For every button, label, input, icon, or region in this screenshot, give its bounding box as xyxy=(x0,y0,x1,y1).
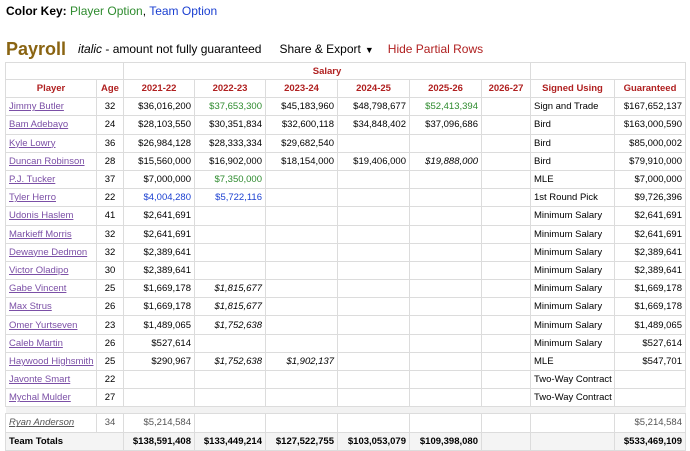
salary-cell xyxy=(482,134,531,152)
guaranteed-cell: $1,669,178 xyxy=(615,298,686,316)
player-name-cell xyxy=(6,352,97,370)
salary-cell xyxy=(195,334,266,352)
salary-cell xyxy=(338,261,410,279)
salary-cell xyxy=(195,243,266,261)
guaranteed-cell: $163,000,590 xyxy=(615,116,686,134)
column-header[interactable]: 2022-23 xyxy=(195,80,266,98)
table-row xyxy=(6,189,686,207)
signed-using-cell: Minimum Salary xyxy=(531,261,615,279)
salary-cell xyxy=(338,334,410,352)
salary-cell xyxy=(338,371,410,389)
table-row xyxy=(6,298,686,316)
salary-cell xyxy=(338,134,410,152)
player-link[interactable]: Haywood Highsmith xyxy=(9,355,94,367)
salary-cell xyxy=(482,298,531,316)
salary-cell: $37,653,300 xyxy=(195,98,266,116)
total-salary-cell xyxy=(482,432,531,450)
color-key: Color Key: Player Option, Team Option xyxy=(6,4,218,18)
table-row xyxy=(6,371,686,389)
salary-cell xyxy=(410,352,482,370)
player-link[interactable]: Udonis Haslem xyxy=(9,210,74,222)
column-header[interactable]: 2026-27 xyxy=(482,80,531,98)
signed-using-cell: Bird xyxy=(531,134,615,152)
age-cell: 24 xyxy=(97,116,124,134)
salary-cell xyxy=(410,134,482,152)
salary-group-row xyxy=(6,63,686,80)
player-name-cell xyxy=(6,389,97,407)
guaranteed-cell: $547,701 xyxy=(615,352,686,370)
salary-cell xyxy=(338,414,410,432)
salary-cell xyxy=(338,243,410,261)
player-name-cell xyxy=(6,298,97,316)
salary-cell xyxy=(482,316,531,334)
signed-using-cell: Minimum Salary xyxy=(531,298,615,316)
guaranteed-cell: $85,000,002 xyxy=(615,134,686,152)
salary-cell xyxy=(266,316,338,334)
age-cell: 26 xyxy=(97,334,124,352)
salary-cell: $45,183,960 xyxy=(266,98,338,116)
column-header[interactable]: Player xyxy=(6,80,97,98)
salary-cell xyxy=(482,207,531,225)
age-cell: 26 xyxy=(97,298,124,316)
column-header[interactable]: 2023-24 xyxy=(266,80,338,98)
player-link[interactable]: Max Strus xyxy=(9,301,52,313)
player-name-cell xyxy=(6,261,97,279)
total-salary-cell: $133,449,214 xyxy=(195,432,266,450)
salary-cell xyxy=(195,414,266,432)
signed-using-cell: MLE xyxy=(531,352,615,370)
salary-cell xyxy=(410,207,482,225)
age-cell: 28 xyxy=(97,152,124,170)
player-name-cell xyxy=(6,371,97,389)
salary-cell xyxy=(338,170,410,188)
table-row xyxy=(6,352,686,370)
guaranteed-cell: $79,910,000 xyxy=(615,152,686,170)
table-row xyxy=(6,316,686,334)
table-row xyxy=(6,98,686,116)
salary-cell xyxy=(482,225,531,243)
player-link[interactable]: Tyler Herro xyxy=(9,192,56,204)
salary-cell xyxy=(266,243,338,261)
guaranteed-cell: $2,389,641 xyxy=(615,243,686,261)
salary-cell xyxy=(338,352,410,370)
player-link[interactable]: Kyle Lowry xyxy=(9,137,56,149)
payroll-table xyxy=(5,62,686,451)
total-salary-cell: $127,522,755 xyxy=(266,432,338,450)
salary-cell xyxy=(266,170,338,188)
salary-cell: $2,389,641 xyxy=(124,243,195,261)
player-name-cell xyxy=(6,334,97,352)
salary-cell xyxy=(482,414,531,432)
team-totals-row xyxy=(6,432,686,450)
age-cell: 32 xyxy=(97,98,124,116)
player-name-cell xyxy=(6,116,97,134)
salary-cell xyxy=(410,389,482,407)
table-row xyxy=(6,389,686,407)
salary-cell: $15,560,000 xyxy=(124,152,195,170)
table-row xyxy=(6,152,686,170)
player-name-cell xyxy=(6,280,97,298)
signed-using-cell: Sign and Trade xyxy=(531,98,615,116)
signed-using-cell: Two-Way Contract xyxy=(531,371,615,389)
salary-cell xyxy=(482,116,531,134)
table-row xyxy=(6,280,686,298)
blank-cell xyxy=(531,432,615,450)
player-link[interactable]: P.J. Tucker xyxy=(9,174,56,186)
player-name-cell xyxy=(6,316,97,334)
table-row xyxy=(6,334,686,352)
salary-cell xyxy=(482,170,531,188)
column-header[interactable]: 2021-22 xyxy=(124,80,195,98)
salary-cell xyxy=(195,371,266,389)
guaranteed-cell: $527,614 xyxy=(615,334,686,352)
salary-cell xyxy=(482,280,531,298)
column-header[interactable]: 2025-26 xyxy=(410,80,482,98)
salary-cell: $1,815,677 xyxy=(195,298,266,316)
player-link[interactable]: Duncan Robinson xyxy=(9,155,85,167)
player-name-cell xyxy=(6,243,97,261)
blank-header xyxy=(6,63,124,80)
player-link[interactable]: Markieff Morris xyxy=(9,228,72,240)
salary-cell xyxy=(410,225,482,243)
player-name-cell xyxy=(6,414,97,432)
salary-cell xyxy=(338,225,410,243)
player-name-cell xyxy=(6,134,97,152)
guaranteed-cell: $1,669,178 xyxy=(615,280,686,298)
share-export-button[interactable] xyxy=(279,42,373,56)
salary-cell xyxy=(482,152,531,170)
salary-cell: $2,641,691 xyxy=(124,207,195,225)
salary-cell xyxy=(482,261,531,279)
salary-cell xyxy=(195,261,266,279)
signed-using-cell: Two-Way Contract xyxy=(531,389,615,407)
salary-cell: $1,815,677 xyxy=(195,280,266,298)
age-cell: 22 xyxy=(97,371,124,389)
italic-note-text: - amount not fully guaranteed xyxy=(102,42,262,56)
age-cell: 32 xyxy=(97,243,124,261)
salary-cell: $34,848,402 xyxy=(338,116,410,134)
salary-cell xyxy=(124,371,195,389)
player-name-cell xyxy=(6,98,97,116)
salary-cell: $16,902,000 xyxy=(195,152,266,170)
column-header[interactable]: Guaranteed xyxy=(615,80,686,98)
salary-cell: $29,682,540 xyxy=(266,134,338,152)
salary-cell: $30,351,834 xyxy=(195,116,266,134)
salary-cell xyxy=(482,352,531,370)
salary-cell xyxy=(338,298,410,316)
payroll-body xyxy=(6,98,686,451)
salary-cell: $1,669,178 xyxy=(124,280,195,298)
column-header[interactable]: Age xyxy=(97,80,124,98)
table-row xyxy=(6,116,686,134)
column-header[interactable]: 2024-25 xyxy=(338,80,410,98)
signed-using-cell: Minimum Salary xyxy=(531,316,615,334)
salary-cell: $28,333,334 xyxy=(195,134,266,152)
salary-cell: $32,600,118 xyxy=(266,116,338,134)
signed-using-cell: Minimum Salary xyxy=(531,207,615,225)
dead-money-row xyxy=(6,414,686,432)
age-cell: 25 xyxy=(97,280,124,298)
salary-cell xyxy=(338,280,410,298)
guaranteed-cell: $2,641,691 xyxy=(615,225,686,243)
italic-note xyxy=(78,42,261,56)
salary-cell xyxy=(410,334,482,352)
player-link[interactable]: Dewayne Dedmon xyxy=(9,246,88,258)
salary-cell xyxy=(410,243,482,261)
guaranteed-cell: $9,726,396 xyxy=(615,189,686,207)
salary-cell xyxy=(266,414,338,432)
salary-cell: $36,016,200 xyxy=(124,98,195,116)
salary-cell xyxy=(195,225,266,243)
guaranteed-cell xyxy=(615,371,686,389)
salary-cell xyxy=(338,189,410,207)
age-cell: 34 xyxy=(97,414,124,432)
player-link[interactable]: Mychal Mulder xyxy=(9,392,71,404)
guaranteed-cell: $7,000,000 xyxy=(615,170,686,188)
salary-cell: $19,406,000 xyxy=(338,152,410,170)
age-cell: 25 xyxy=(97,352,124,370)
salary-cell: $7,350,000 xyxy=(195,170,266,188)
player-name-cell xyxy=(6,152,97,170)
player-link[interactable]: Ryan Anderson xyxy=(9,417,75,429)
signed-using-cell: Minimum Salary xyxy=(531,280,615,298)
player-option-key: Player Option xyxy=(70,4,143,18)
age-cell: 30 xyxy=(97,261,124,279)
table-row xyxy=(6,243,686,261)
salary-cell xyxy=(410,298,482,316)
salary-cell xyxy=(266,189,338,207)
salary-cell: $7,000,000 xyxy=(124,170,195,188)
salary-cell: $1,669,178 xyxy=(124,298,195,316)
column-header[interactable]: Signed Using xyxy=(531,80,615,98)
player-link[interactable]: Victor Oladipo xyxy=(9,264,69,276)
salary-cell: $4,004,280 xyxy=(124,189,195,207)
guaranteed-cell: $5,214,584 xyxy=(615,414,686,432)
player-link[interactable]: Jimmy Butler xyxy=(9,101,64,113)
salary-cell xyxy=(482,334,531,352)
salary-cell: $26,984,128 xyxy=(124,134,195,152)
signed-using-cell: 1st Round Pick xyxy=(531,189,615,207)
column-header-row xyxy=(6,80,686,98)
age-cell: 23 xyxy=(97,316,124,334)
share-export-label: Share & Export xyxy=(279,42,361,56)
signed-using-cell: Minimum Salary xyxy=(531,243,615,261)
salary-cell xyxy=(266,371,338,389)
salary-cell xyxy=(266,261,338,279)
player-link[interactable]: Javonte Smart xyxy=(9,374,71,386)
salary-cell xyxy=(410,371,482,389)
table-row xyxy=(6,207,686,225)
salary-cell: $19,888,000 xyxy=(410,152,482,170)
age-cell: 27 xyxy=(97,389,124,407)
guaranteed-cell: $2,389,641 xyxy=(615,261,686,279)
salary-cell xyxy=(338,389,410,407)
chevron-down-icon: ▼ xyxy=(364,45,374,55)
player-link[interactable]: Bam Adebayo xyxy=(9,119,69,131)
guaranteed-cell: $167,652,137 xyxy=(615,98,686,116)
salary-cell xyxy=(410,414,482,432)
hide-partial-rows-link[interactable]: Hide Partial Rows xyxy=(387,42,484,56)
guaranteed-cell xyxy=(615,389,686,407)
salary-cell xyxy=(195,389,266,407)
salary-cell xyxy=(266,207,338,225)
salary-cell xyxy=(266,334,338,352)
salary-cell xyxy=(195,207,266,225)
table-row xyxy=(6,261,686,279)
player-link[interactable]: Caleb Martin xyxy=(9,337,63,349)
age-cell: 37 xyxy=(97,170,124,188)
player-name-cell xyxy=(6,170,97,188)
team-totals-label: Team Totals xyxy=(6,432,124,450)
player-name-cell xyxy=(6,225,97,243)
color-key-label: Color Key: xyxy=(6,4,67,18)
salary-cell: $2,641,691 xyxy=(124,225,195,243)
age-cell: 36 xyxy=(97,134,124,152)
salary-cell xyxy=(410,170,482,188)
salary-cell xyxy=(482,189,531,207)
salary-cell xyxy=(124,389,195,407)
signed-using-cell: Bird xyxy=(531,116,615,134)
signed-using-cell: Minimum Salary xyxy=(531,334,615,352)
total-salary-cell: $138,591,408 xyxy=(124,432,195,450)
table-row xyxy=(6,225,686,243)
divider-cell xyxy=(6,407,686,414)
signed-using-cell: MLE xyxy=(531,170,615,188)
total-salary-cell: $103,053,079 xyxy=(338,432,410,450)
salary-cell: $28,103,550 xyxy=(124,116,195,134)
table-row xyxy=(6,170,686,188)
salary-cell: $18,154,000 xyxy=(266,152,338,170)
salary-cell xyxy=(338,316,410,334)
section-divider xyxy=(6,407,686,414)
salary-cell xyxy=(482,98,531,116)
salary-cell xyxy=(482,243,531,261)
salary-cell: $5,214,584 xyxy=(124,414,195,432)
salary-cell xyxy=(266,298,338,316)
salary-cell xyxy=(410,280,482,298)
blank-header xyxy=(531,63,686,80)
signed-using-cell: Minimum Salary xyxy=(531,225,615,243)
age-cell: 22 xyxy=(97,189,124,207)
salary-cell: $1,752,638 xyxy=(195,316,266,334)
payroll-toolbar xyxy=(6,38,483,60)
salary-cell: $527,614 xyxy=(124,334,195,352)
table-row xyxy=(6,134,686,152)
age-cell: 41 xyxy=(97,207,124,225)
salary-cell xyxy=(410,189,482,207)
salary-cell: $1,752,638 xyxy=(195,352,266,370)
age-cell: 32 xyxy=(97,225,124,243)
salary-cell xyxy=(410,261,482,279)
salary-cell: $52,413,394 xyxy=(410,98,482,116)
salary-cell xyxy=(266,280,338,298)
salary-cell: $48,798,677 xyxy=(338,98,410,116)
total-salary-cell: $109,398,080 xyxy=(410,432,482,450)
salary-cell: $37,096,686 xyxy=(410,116,482,134)
salary-cell xyxy=(266,389,338,407)
salary-cell: $2,389,641 xyxy=(124,261,195,279)
player-name-cell xyxy=(6,189,97,207)
signed-using-cell: Bird xyxy=(531,152,615,170)
salary-cell xyxy=(410,316,482,334)
salary-cell: $290,967 xyxy=(124,352,195,370)
player-link[interactable]: Gabe Vincent xyxy=(9,283,67,295)
salary-cell: $1,902,137 xyxy=(266,352,338,370)
signed-using-cell xyxy=(531,414,615,432)
page-title: Payroll xyxy=(6,38,67,59)
salary-cell xyxy=(266,225,338,243)
salary-cell: $1,489,065 xyxy=(124,316,195,334)
player-name-cell xyxy=(6,207,97,225)
guaranteed-cell: $1,489,065 xyxy=(615,316,686,334)
salary-cell: $5,722,116 xyxy=(195,189,266,207)
salary-cell xyxy=(338,207,410,225)
italic-word: italic xyxy=(78,42,103,56)
guaranteed-cell: $2,641,691 xyxy=(615,207,686,225)
team-option-key: Team Option xyxy=(149,4,218,18)
salary-group-header: Salary xyxy=(124,63,531,80)
total-guaranteed-cell: $533,469,109 xyxy=(615,432,686,450)
player-link[interactable]: Omer Yurtseven xyxy=(9,319,78,331)
salary-cell xyxy=(482,389,531,407)
salary-cell xyxy=(482,371,531,389)
